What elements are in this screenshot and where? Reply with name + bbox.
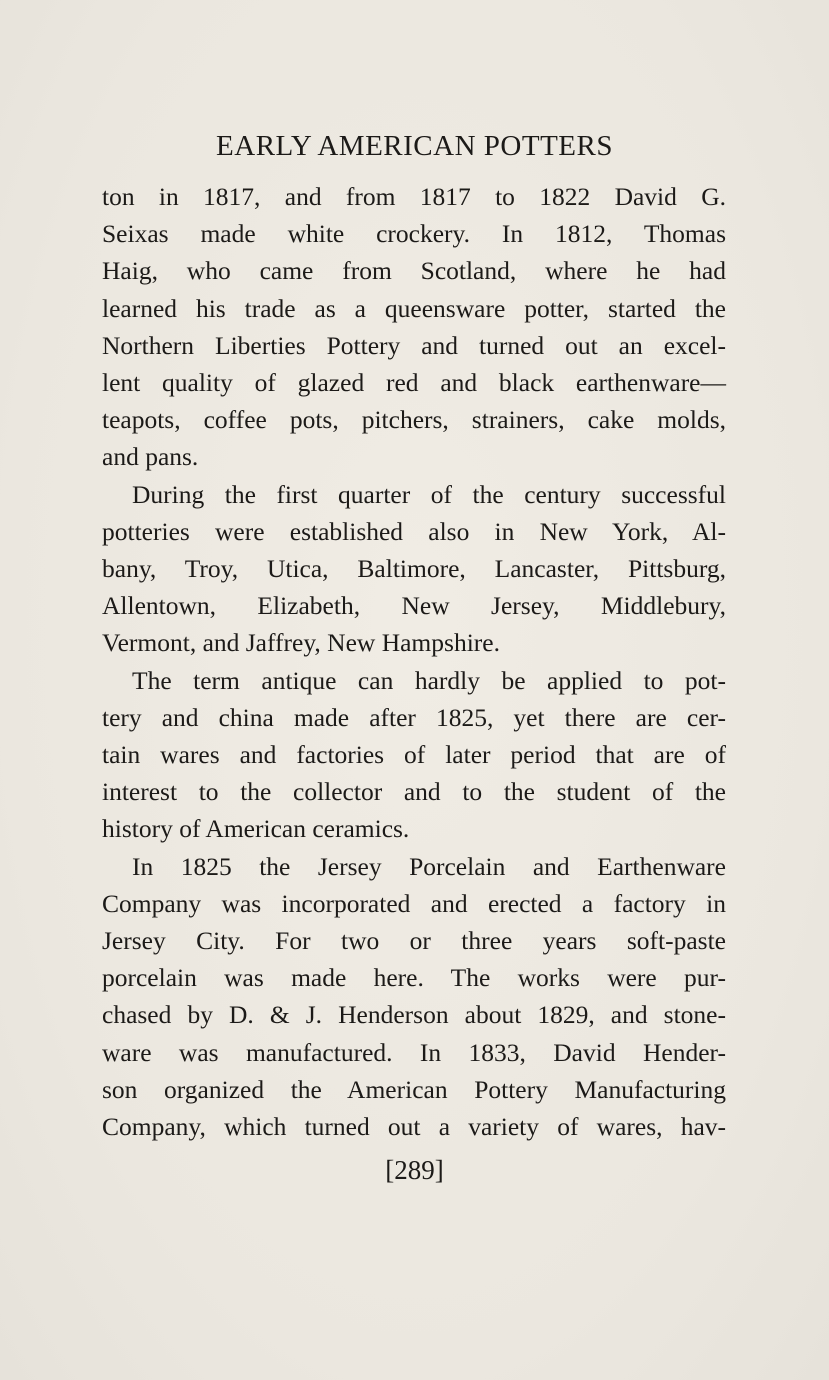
- text-line: Northern Liberties Pottery and turned out an excel-: [102, 330, 726, 360]
- paragraph-2: [102, 476, 726, 662]
- text-line: In 1825 the Jersey Porcelain and Earthenware: [132, 851, 726, 881]
- text-line: Company, which turned out a variety of wares, hav-: [102, 1112, 726, 1142]
- text-line: Jersey City. For two or three years soft-paste: [102, 926, 726, 956]
- text-line: chased by D. & J. Henderson about 1829, and stone-: [102, 1000, 726, 1030]
- text-line: history of American ceramics.: [102, 814, 410, 844]
- text-line: ton in 1817, and from 1817 to 1822 David G.: [102, 182, 726, 211]
- text-line: bany, Troy, Utica, Baltimore, Lancaster, Pittsburg,: [102, 554, 726, 584]
- text-line: Allentown, Elizabeth, New Jersey, Middlebury,: [102, 591, 726, 621]
- text-line: porcelain was made here. The works were pur-: [102, 963, 726, 993]
- text-line: learned his trade as a queensware potter, started the: [102, 293, 726, 323]
- page-number: [289]: [385, 1155, 444, 1185]
- paragraph-1: [102, 178, 726, 476]
- text-line: and pans.: [102, 442, 199, 472]
- text-line: Seixas made white crockery. In 1812, Thomas: [102, 219, 726, 249]
- text-line: tery and china made after 1825, yet there are cer-: [102, 702, 726, 732]
- text-line: Vermont, and Jaffrey, New Hampshire.: [102, 628, 500, 658]
- text-line: The term antique can hardly be applied to pot-: [132, 665, 726, 695]
- body-text: [102, 178, 726, 1145]
- text-line: teapots, coffee pots, pitchers, strainers, cake molds,: [102, 405, 726, 435]
- paragraph-3: [102, 662, 726, 848]
- text-line: lent quality of glazed red and black earthenware—: [102, 368, 726, 398]
- text-line: interest to the collector and to the student of the: [102, 777, 726, 807]
- text-line: potteries were established also in New York, Al-: [102, 516, 726, 546]
- text-line: During the first quarter of the century successful: [132, 479, 726, 509]
- paragraph-4: [102, 848, 726, 1146]
- text-line: tain wares and factories of later period that are of: [102, 740, 726, 770]
- text-line: son organized the American Pottery Manufacturing: [102, 1074, 726, 1104]
- text-line: ware was manufactured. In 1833, David Hender-: [102, 1037, 726, 1067]
- running-head: EARLY AMERICAN POTTERS: [216, 130, 613, 162]
- text-line: Company was incorporated and erected a factory in: [102, 888, 726, 918]
- text-line: Haig, who came from Scotland, where he had: [102, 256, 726, 286]
